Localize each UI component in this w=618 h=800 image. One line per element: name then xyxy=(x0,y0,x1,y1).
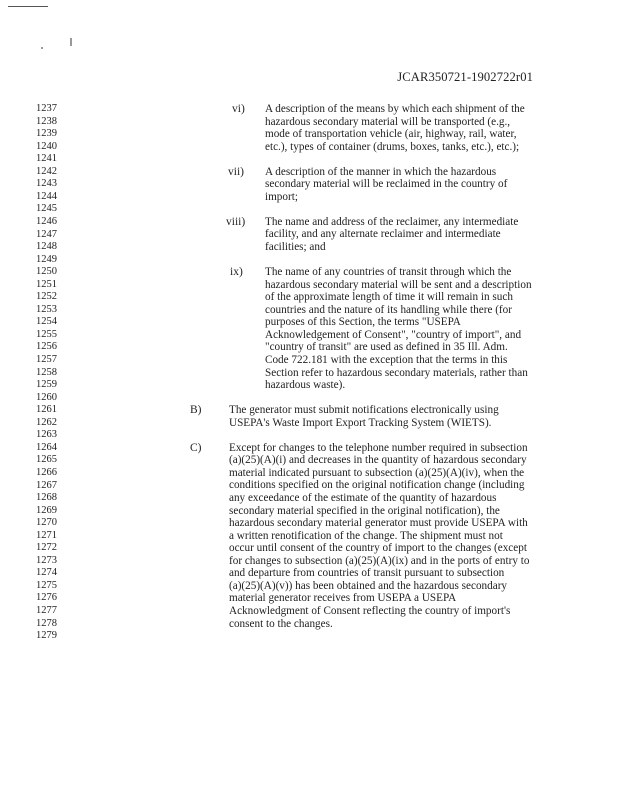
paragraph-line: USEPA's Waste Import Export Tracking System (WIETS). xyxy=(229,416,492,429)
line-number: 1253 xyxy=(36,303,57,315)
line-number: 1252 xyxy=(36,291,57,303)
line-number: 1249 xyxy=(36,253,57,265)
line-number: 1269 xyxy=(36,504,57,516)
line-number: 1259 xyxy=(36,379,57,391)
line-number: 1264 xyxy=(36,441,57,453)
line-number: 1258 xyxy=(36,366,57,378)
paragraph-line: (a)(25)(A)(v)) has been obtained and the hazardous secondary xyxy=(229,579,508,592)
line-number: 1265 xyxy=(36,454,57,466)
document-id-header: JCAR350721-1902722r01 xyxy=(397,70,533,84)
paragraph-line: "country of transit" are used as defined in 35 Ill. Adm. xyxy=(265,341,508,354)
line-number: 1241 xyxy=(36,153,57,165)
line-number: 1254 xyxy=(36,316,57,328)
line-number: 1244 xyxy=(36,190,57,202)
paragraph-line: The name and address of the reclaimer, any intermediate xyxy=(265,215,519,228)
paragraph-line: facility, and any alternate reclaimer and intermediate xyxy=(265,228,501,241)
scan-edge-line xyxy=(8,6,48,7)
paragraph-line: secondary material will be reclaimed in the country of xyxy=(265,178,508,191)
line-number: 1238 xyxy=(36,115,57,127)
line-number: 1246 xyxy=(36,215,57,227)
item-paragraph xyxy=(265,166,507,204)
paragraph-line: import; xyxy=(265,190,298,203)
line-number: 1242 xyxy=(36,165,57,177)
line-number: 1243 xyxy=(36,178,57,190)
line-number: 1274 xyxy=(36,567,57,579)
line-number: 1279 xyxy=(36,630,57,642)
line-number: 1237 xyxy=(36,103,57,114)
line-number: 1262 xyxy=(36,416,57,428)
paragraph-line: A description of the means by which each shipment of the xyxy=(265,103,525,115)
line-number: 1267 xyxy=(36,479,57,491)
line-number: 1277 xyxy=(36,605,57,616)
line-number: 1272 xyxy=(36,542,57,554)
line-number: 1275 xyxy=(36,579,57,591)
paragraph-line: purposes of this Section, the terms "USEPA xyxy=(265,316,461,329)
paragraph-line: for changes to subsection (a)(25)(A)(ix) and in the ports of entry to xyxy=(229,554,530,567)
paragraph-line: hazardous secondary material generator must provide USEPA with xyxy=(229,517,528,530)
scan-speck xyxy=(41,47,43,49)
line-number: 1271 xyxy=(36,529,57,541)
item-paragraph xyxy=(229,442,529,630)
line-number: 1278 xyxy=(36,617,57,629)
paragraph-line: Code 722.181 with the exception that the terms in this xyxy=(265,353,508,366)
paragraph-line: conditions specified on the original notification change (including xyxy=(229,479,525,492)
item-paragraph xyxy=(265,216,518,254)
line-number: 1251 xyxy=(36,278,57,290)
item-marker: C) xyxy=(190,441,202,454)
line-number: 1276 xyxy=(36,592,57,604)
item-marker: ix) xyxy=(230,266,243,279)
paragraph-line: Acknowledgment of Consent reflecting the country of import's xyxy=(229,604,511,617)
item-paragraph xyxy=(229,404,499,429)
paragraph-line: material indicated pursuant to subsection (a)(25)(A)(iv), when the xyxy=(229,466,525,479)
paragraph-line: hazardous waste). xyxy=(265,379,346,392)
line-number: 1266 xyxy=(36,466,57,478)
paragraph-line: of the approximate length of time it will remain in such xyxy=(265,291,513,304)
line-number: 1257 xyxy=(36,354,57,365)
paragraph-line: Acknowledgement of Consent", "country of import", and xyxy=(265,328,522,341)
line-number: 1263 xyxy=(36,429,57,441)
paragraph-line: and departure from countries of transit pursuant to subsection xyxy=(229,567,505,580)
paragraph-line: A description of the manner in which the hazardous xyxy=(265,165,497,178)
line-number: 1245 xyxy=(36,203,57,215)
item-marker: vii) xyxy=(228,165,244,178)
paragraph-line: (a)(25)(A)(i) and decreases in the quantity of hazardous secondary xyxy=(229,454,527,467)
paragraph-line: Section refer to hazardous secondary materials, rather than xyxy=(265,366,528,379)
line-number: 1250 xyxy=(36,266,57,278)
paragraph-line: mode of transportation vehicle (air, highway, rail, water, xyxy=(265,128,517,141)
paragraph-line: occur until consent of the country of import to the changes (except xyxy=(229,542,527,555)
paragraph-line: a written renotification of the change. The shipment must not xyxy=(229,529,503,542)
line-number: 1268 xyxy=(36,492,57,504)
line-number: 1273 xyxy=(36,554,57,566)
paragraph-line: Except for changes to the telephone number required in subsection xyxy=(229,441,528,454)
line-number: 1270 xyxy=(36,517,57,529)
paragraph-line: countries and the nature of its handling while there (for xyxy=(265,303,512,316)
item-paragraph xyxy=(265,103,525,153)
line-number: 1260 xyxy=(36,391,57,403)
line-number: 1247 xyxy=(36,228,57,240)
paragraph-line: The name of any countries of transit through which the xyxy=(265,266,512,279)
line-number: 1248 xyxy=(36,241,57,253)
item-marker: viii) xyxy=(226,215,246,228)
paragraph-line: hazardous secondary material will be sent and a description xyxy=(265,278,532,291)
line-number: 1239 xyxy=(36,128,57,140)
paragraph-line: facilities; and xyxy=(265,241,326,254)
paragraph-line: any exceedance of the estimate of the quantity of hazardous xyxy=(229,492,497,505)
paragraph-line: consent to the changes. xyxy=(229,617,333,630)
paragraph-line: material generator receives from USEPA a USEPA xyxy=(229,592,457,605)
paragraph-line: etc.), types of container (drums, boxes, tanks, etc.), etc.); xyxy=(265,140,520,153)
item-marker: vi) xyxy=(232,103,245,115)
line-number: 1261 xyxy=(36,404,57,416)
scan-speck xyxy=(70,38,72,46)
item-paragraph xyxy=(265,266,532,391)
line-number: 1240 xyxy=(36,140,57,152)
item-marker: B) xyxy=(190,404,202,417)
paragraph-line: The generator must submit notifications electronically using xyxy=(229,404,499,417)
line-number: 1255 xyxy=(36,328,57,340)
paragraph-line: secondary material specified in the original notification), the xyxy=(229,504,500,517)
line-number: 1256 xyxy=(36,341,57,353)
paragraph-line: hazardous secondary material will be transported (e.g., xyxy=(265,115,511,128)
